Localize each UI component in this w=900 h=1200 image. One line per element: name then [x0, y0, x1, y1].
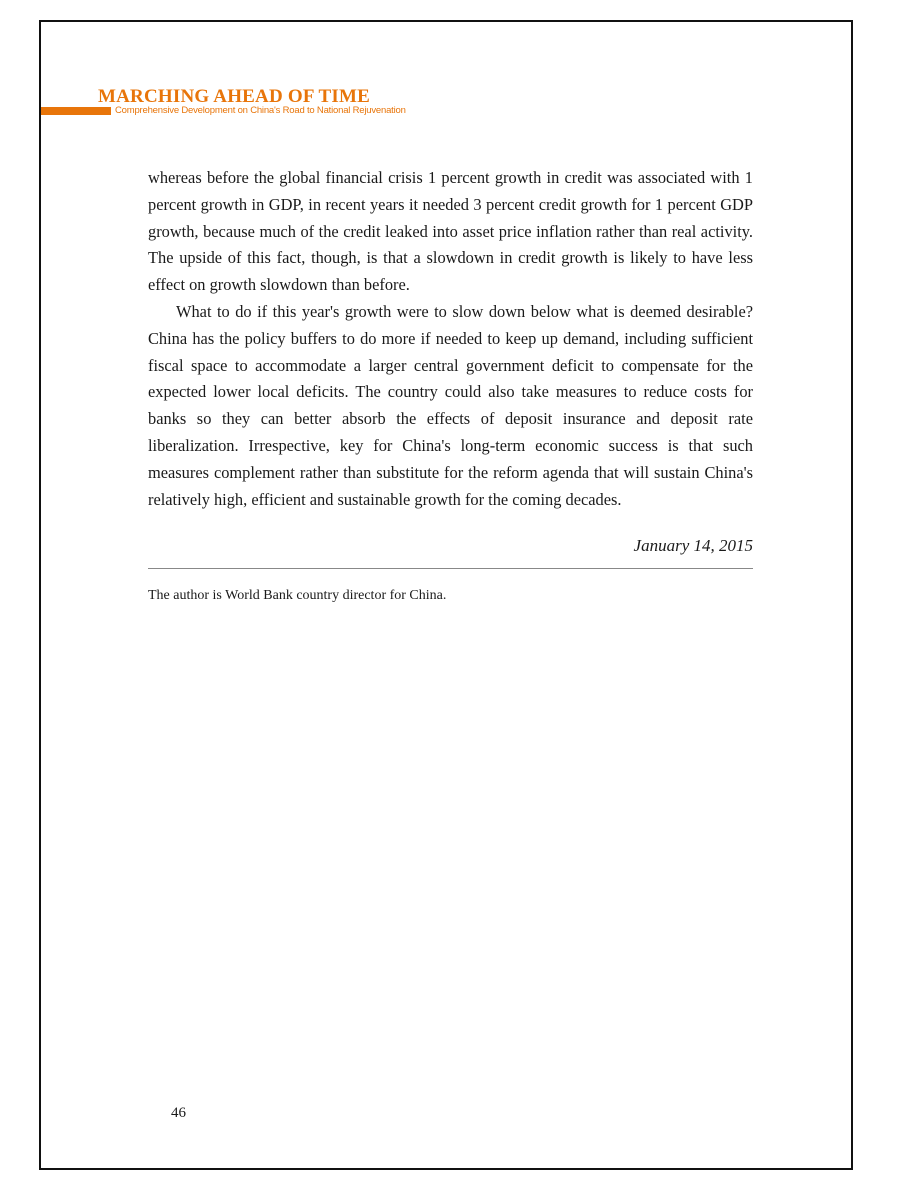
paragraph: whereas before the global financial crisis 1 percent growth in credit was associated with 1 percent growth in GDP, in recent years it needed 3 percent credit growth for 1 percent GDP growth, because much of the credit leaked into asset price inflation rather than real activity. The upside of this fact, though, is that a slowdown in credit growth is likely to have less effect on growth slowdown than before.	[148, 168, 753, 295]
paragraph: What to do if this year's growth were to slow down below what is deemed desirable? China has the policy buffers to do more if needed to keep up demand, including sufficient fiscal space to accommodate a larger central government deficit to compensate for the expected lower local deficits. The country could also take measures to reduce costs for banks so they can better absorb the effects of deposit insurance and deposit rate liberalization. Irrespective, key for China's long-term economic success is that such measures complement rather than substitute for the reform agenda that will sustain China's relatively high, efficient and sustainable growth for the coming decades.	[148, 301, 753, 509]
author-note: The author is World Bank country director for China.	[148, 588, 447, 603]
page-number: 46	[171, 1105, 186, 1121]
header-accent-bar	[41, 107, 111, 115]
article-date: January 14, 2015	[633, 536, 753, 555]
divider	[148, 568, 753, 569]
body-text	[148, 165, 753, 513]
running-header-title: MARCHING AHEAD OF TIME	[98, 86, 370, 107]
running-header-subtitle: Comprehensive Development on China's Road to National Rejuvenation	[115, 105, 406, 116]
